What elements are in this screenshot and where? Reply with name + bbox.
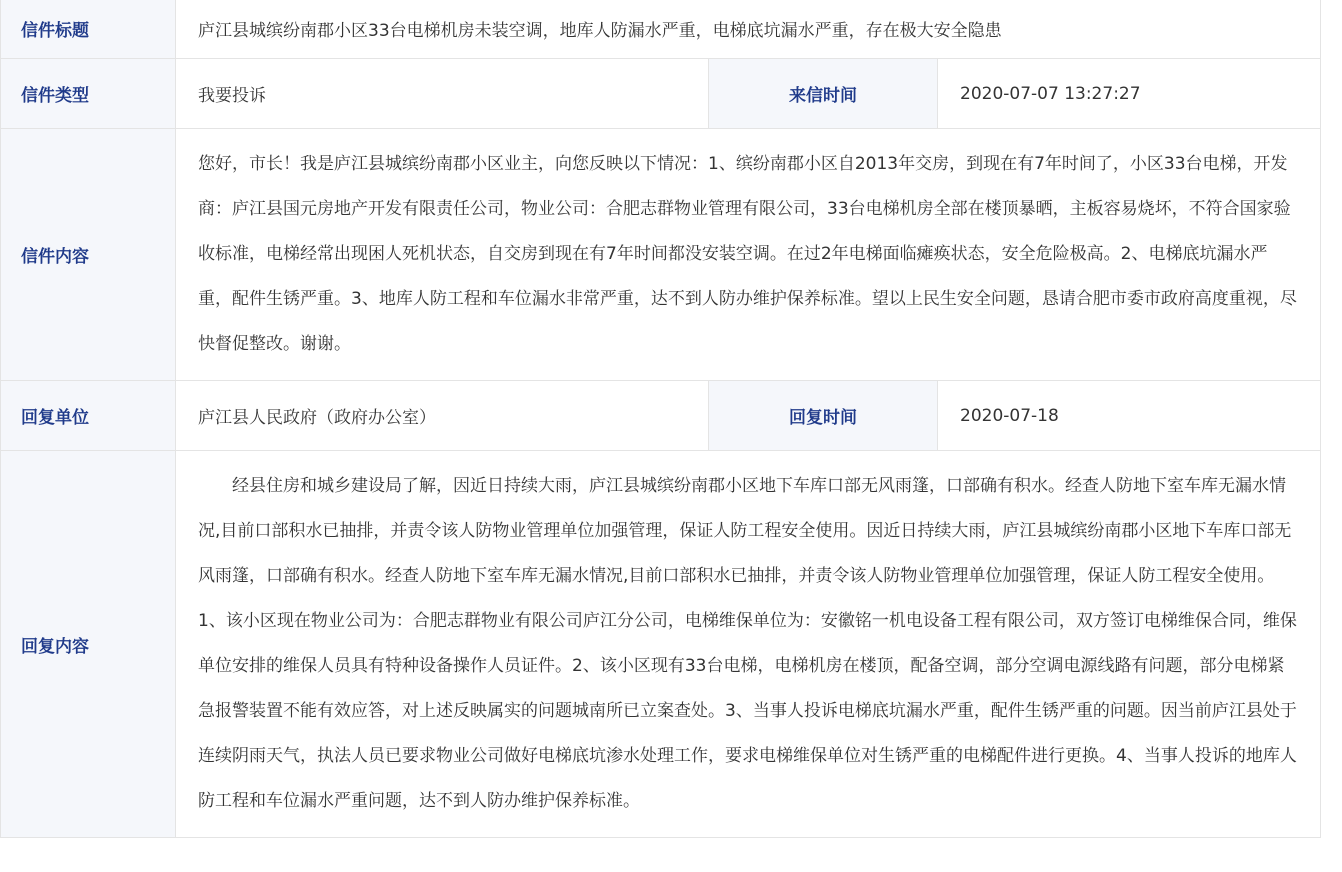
letter-type-label: 信件类型 (1, 59, 176, 129)
row-letter-type (1, 59, 1321, 129)
row-letter-title (1, 0, 1321, 59)
reply-time-value: 2020-07-18 (938, 381, 1321, 451)
letter-content-label: 信件内容 (1, 129, 176, 381)
row-reply-content (1, 451, 1321, 838)
letter-title-label: 信件标题 (1, 0, 176, 59)
row-reply-unit (1, 381, 1321, 451)
letter-title-value: 庐江县城缤纷南郡小区33台电梯机房未装空调，地库人防漏水严重，电梯底坑漏水严重，存在极大安全隐患 (176, 0, 1321, 59)
reply-time-label: 回复时间 (709, 381, 938, 451)
letter-time-value: 2020-07-07 13:27:27 (938, 59, 1321, 129)
letter-content-text: 您好，市长！我是庐江县城缤纷南郡小区业主，向您反映以下情况：1、缤纷南郡小区自2013年交房，到现在有7年时间了，小区33台电梯，开发商：庐江县国元房地产开发有限责任公司，物业公司：合肥志群物业管理有限公司，33台电梯机房全部在楼顶暴晒，主板容易烧坏，不符合国家验收标准，电梯经常出现困人死机状态，自交房到现在有7年时间都没安装空调。在过2年电梯面临瘫痪状态，安全危险极高。2、电梯底坑漏水严重，配件生锈严重。3、地库人防工程和车位漏水非常严重，达不到人防办维护保养标准。望以上民生安全问题，恳请合肥市委市政府高度重视，尽快督促整改。谢谢。 (198, 154, 1297, 354)
reply-unit-value: 庐江县人民政府（政府办公室） (176, 381, 709, 451)
letter-type-value: 我要投诉 (176, 59, 709, 129)
reply-content-label: 回复内容 (1, 451, 176, 838)
row-letter-content (1, 129, 1321, 381)
page-scrollbar[interactable] (1325, 0, 1342, 872)
reply-unit-label: 回复单位 (1, 381, 176, 451)
reply-content-text: 经县住房和城乡建设局了解，因近日持续大雨，庐江县城缤纷南郡小区地下车库口部无风雨篷，口部确有积水。经查人防地下室车库无漏水情况,目前口部积水已抽排，并责令该人防物业管理单位加强管理，保证人防工程安全使用。因近日持续大雨，庐江县城缤纷南郡小区地下车库口部无风雨篷，口部确有积水。经查人防地下室车库无漏水情况,目前口部积水已抽排，并责令该人防物业管理单位加强管理，保证人防工程安全使用。1、该小区现在物业公司为：合肥志群物业有限公司庐江分公司，电梯维保单位为：安徽铭一机电设备工程有限公司，双方签订电梯维保合同，维保单位安排的维保人员具有特种设备操作人员证件。2、该小区现有33台电梯，电梯机房在楼顶，配备空调，部分空调电源线路有问题，部分电梯紧急报警装置不能有效应答，对上述反映属实的问题城南所已立案查处。3、当事人投诉电梯底坑漏水严重，配件生锈严重的问题。因当前庐江县处于连续阴雨天气，执法人员已要求物业公司做好电梯底坑渗水处理工作，要求电梯维保单位对生锈严重的电梯配件进行更换。4、当事人投诉的地库人防工程和车位漏水严重问题，达不到人防办维护保养标准。 (198, 476, 1297, 811)
letter-time-label: 来信时间 (709, 59, 938, 129)
